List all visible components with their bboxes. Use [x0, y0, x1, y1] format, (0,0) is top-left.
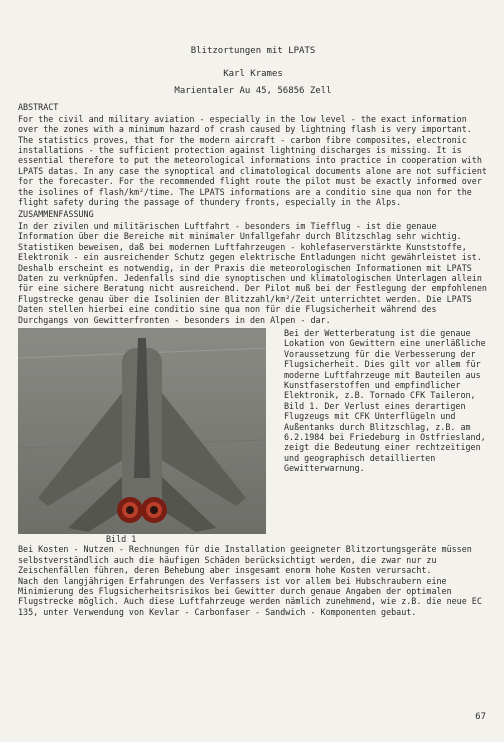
- paper-title: Blitzortungen mit LPATS: [190, 46, 316, 56]
- zusammenfassung-text: In der zivilen und militärischen Luftfahrt - besonders im Tiefflug - ist die genaue Information über die Bereiche mit minimaler Unfallgefahr durch Blitzschlag sehr wichtig. Statistiken beweisen, daß bei modernen Luftfahrzeugen - kohlefaserverstärkte Kunststoffe, Elektronik - ein ausreichender Schutz gegen elektrische Entladungen nicht gewährleistet ist. Deshalb erscheint es notwendig, in der Praxis die meteorologischen Informationen mit LPATS Daten zu verknüpfen. Jedenfalls sind die synoptischen und klimatologischen Unterlagen allein für eine sichere Beratung nicht ausreichend. Der Pilot muß bei der Festlegung der empfohlenen Flugstrecke genau über die Isolinien der Blitzzahl/km²/Zeit unterrichtet werden. Die LPATS Daten stellen hierbei eine conditio sine qua non für die Flugsicherheit während des Durchgangs von Gewitterfronten - besonders in den Alpen - dar.: [18, 220, 487, 325]
- figure-caption: Bild 1: [106, 533, 137, 544]
- page-number: 67: [475, 711, 486, 722]
- aircraft-photo: [18, 328, 266, 534]
- side-text: Bei der Wetterberatung ist die genaue Lokation von Gewittern eine unerläßliche Voraussetzung für die Verbesserung der Flugsicherheit. Dies gilt vor allem für moderne Luftfahrzeuge mit Bauteilen aus Kunstfaserstoffen und empfindlicher Elektronik, z.B. Tornado CFK Taileron, Bild 1. Der Verlust eines derartigen Flugzeugs mit CFK Unterflügeln und Außentanks durch Blitzschlag, z.B. am 6.2.1984 bei Friedeburg in Ostfriesland, zeigt die Bedeutung einer rechtzeitigen und geographisch detaillierten Gewitterwarnung.: [284, 327, 486, 474]
- author-name: Karl Krames: [223, 69, 283, 80]
- figure-row: [18, 328, 488, 544]
- author-address: Marientaler Au 45, 56856 Zell: [174, 86, 332, 97]
- abstract-heading: ABSTRACT: [18, 102, 59, 113]
- side-column: [268, 328, 488, 544]
- document-page: [18, 46, 488, 617]
- continuation-text: Bei Kosten - Nutzen - Rechnungen für die Installation geeigneter Blitzortungsgeräte müssen selbstverständlich auch die häufigen Schäden berücksichtigt werden, die zwar nur zu Zeischenfällen führen, deren Behebung aber insgesamt enorm hohe Kosten verursacht.: [18, 544, 472, 576]
- abstract-text: For the civil and military aviation - especially in the low level - the exact information over the zones with a minimum hazard of crash caused by lightning flash is very important. The statistics proves, that for the modern aircraft - carbon fibre composites, electronic installations - the sufficient protection against lightning discharges is missing. It is essential therefore to put the meteorological informations into practice in cooperation with LPATS datas. In any case the synoptical and climatological documents alone are not sufficient for the forecaster. For the recommended flight route the pilot must be exactly informed over the isolines of flash/km²/time. The LPATS informations are a conditio sine qua non for the flight safety during the passage of thundery fronts, especially in the Alps.: [18, 113, 487, 208]
- last-paragraph: Nach den langjährigen Erfahrungen des Verfassers ist vor allem bei Hubschraubern eine Minimierung des Flugsicherheitsrisikos bei Gewitter durch genaue Angaben der optimalen Flugstrecke möglich. Auch diese Luftfahrzeuge werden nämlich zunehmend, wie z.B. die neue EC 135, unter Verwendung von Kevlar - Carbonfaser - Sandwich - Komponenten gebaut.: [18, 575, 482, 617]
- zusammenfassung-heading: ZUSAMMENFASSUNG: [18, 209, 94, 220]
- figure-1: [18, 328, 268, 544]
